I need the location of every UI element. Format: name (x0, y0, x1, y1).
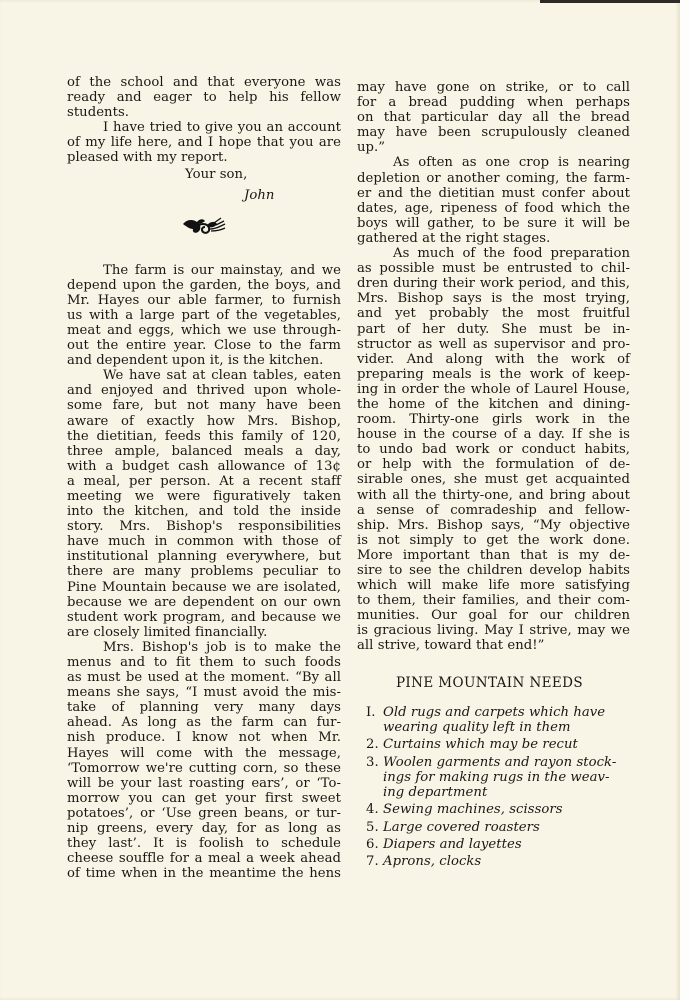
text-line: structor as well as supervisor and pro- (357, 336, 630, 352)
text-line: The farm is our mainstay, and we (103, 262, 341, 278)
text-line: story. Mrs. Bishop's responsibilities (67, 519, 341, 535)
fleuron-ornament-icon (67, 215, 341, 243)
text-line: of time when in the meantime the hens (67, 866, 341, 882)
text-line: with a budget cash allowance of 13¢ (67, 458, 341, 474)
text-line: boys will gather, to be sure it will be (357, 215, 630, 231)
paragraph-farm (67, 263, 341, 369)
text-line: means she says, “I must avoid the mis- (67, 685, 341, 701)
text-line: ing in order the whole of Laurel House, (357, 381, 630, 397)
text-line: institutional planning everywhere, but (67, 549, 341, 565)
letter-ending (67, 75, 341, 120)
text-line: on that particular day all the bread (357, 110, 630, 126)
text-line: er and the dietitian must confer about (357, 185, 630, 201)
needs-item (357, 755, 630, 801)
text-line: and enjoyed and thrived upon whole- (67, 383, 341, 399)
text-line: student work program, and because we (67, 609, 341, 625)
text-line: to undo bad work or conduct habits, (357, 442, 630, 458)
text-line: out the entire year. Close to the farm (67, 338, 341, 354)
text-line: sirable ones, she must get acquainted (357, 472, 630, 488)
text-line: pleased with my report. (67, 150, 228, 166)
text-line: nip greens, every day, for as long as (67, 821, 341, 837)
text-line: dren during their work period, and this, (357, 276, 630, 292)
text-line: three ample, balanced meals a day, (67, 443, 341, 459)
text-line: a meal, per person. At a recent staff (67, 473, 341, 489)
paragraph-crops (357, 155, 630, 246)
needs-item-number: 7. (366, 854, 379, 870)
needs-item-number: 6. (366, 837, 379, 853)
text-line: Mrs. Bishop says is the most trying, (357, 291, 630, 307)
text-line: sire to see the children develop habits (357, 563, 630, 578)
right-column (357, 80, 630, 872)
text-line: More important than that is my de- (357, 547, 630, 563)
text-line: may have gone on strike, or to call (357, 80, 630, 95)
text-line: Pine Mountain because we are isolated, (67, 579, 341, 595)
paragraph-menus-continued (357, 80, 630, 155)
text-line: depend upon the garden, the boys, and (67, 277, 341, 293)
scan-margin (680, 0, 690, 1000)
text-line: Mr. Hayes our able farmer, to furnish (67, 292, 341, 308)
paragraph-food-preparation (357, 246, 630, 654)
text-line: which will make life more satisfying (357, 578, 630, 594)
text-line: the home of the kitchen and dining- (357, 396, 630, 412)
needs-item-text: Large covered roasters (383, 819, 540, 835)
ornament-graphic (181, 215, 227, 237)
needs-item-text: wearing quality left in them (383, 719, 571, 735)
letter-closing (67, 120, 341, 165)
text-line: students. (67, 105, 130, 121)
needs-item (357, 820, 630, 835)
text-line: depletion or another coming, the farm- (357, 170, 630, 186)
needs-item-number: 5. (366, 819, 379, 835)
text-line: take of planning very many days (67, 700, 341, 716)
text-line: they last’. It is foolish to schedule (67, 836, 341, 852)
paragraph-kitchen (67, 368, 341, 640)
text-line: aware of exactly how Mrs. Bishop, (67, 413, 341, 429)
text-line: all strive, toward that end!” (357, 638, 545, 654)
text-line: is gracious living. May I strive, may we (357, 623, 630, 639)
needs-item-number: 4. (366, 802, 379, 818)
text-line: vider. And along with the work of (357, 351, 630, 367)
text-line: meat and eggs, which we use through- (67, 322, 341, 338)
text-line: We have sat at clean tables, eaten (103, 368, 341, 384)
text-line: are closely limited financially. (67, 624, 268, 640)
text-line: or help with the formulation of de- (357, 457, 630, 473)
needs-item-text: ings for making rugs in the weav- (383, 769, 610, 785)
text-line: up.” (357, 140, 386, 156)
text-line: as must be used at the moment. “By all (67, 670, 341, 686)
text-line: nish produce. I know not when Mr. (67, 730, 341, 746)
text-line: dates, age, ripeness of food which the (357, 200, 630, 216)
text-line: the dietitian, feeds this family of 120, (67, 428, 341, 444)
needs-item (357, 737, 630, 752)
needs-item-number: 3. (366, 754, 379, 770)
text-line: have much in common with those of (67, 534, 341, 550)
left-column (67, 75, 341, 881)
text-line: to them, their families, and their com- (357, 593, 630, 609)
text-line: a sense of comradeship and fellow- (357, 502, 630, 518)
text-line: us with a large part of the vegetables, (67, 307, 341, 323)
needs-item-text: Woolen garments and rayon stock- (383, 754, 617, 770)
text-line: munities. Our goal for our children (357, 608, 630, 624)
text-line: room. Thirty-one girls work in the (357, 412, 630, 428)
text-line: into the kitchen, and told the inside (67, 504, 341, 520)
signoff: Your son, (185, 166, 248, 182)
text-line: I have tried to give you an account (103, 120, 341, 136)
needs-item-text: Old rugs and carpets which have (383, 704, 606, 720)
text-line: cheese souffle for a meal a week ahead (67, 851, 341, 867)
text-line: menus and to fit them to such foods (67, 655, 341, 670)
paragraph-menus (67, 640, 341, 882)
needs-item-number: 2. (366, 737, 379, 753)
text-line: gathered at the right stages. (357, 230, 551, 246)
text-line: ahead. As long as the farm can fur- (67, 715, 341, 731)
text-line: of the school and that everyone was (67, 75, 341, 90)
text-line: with all the thirty-one, and bring about (357, 487, 630, 503)
needs-heading: PINE MOUNTAIN NEEDS (395, 674, 584, 691)
text-line: Mrs. Bishop's job is to make the (103, 639, 341, 655)
needs-list (357, 705, 630, 870)
needs-item (357, 705, 630, 736)
text-line: and yet probably the most fruitful (357, 306, 630, 322)
text-line: potatoes’, or ‘Use green beans, or tur- (67, 805, 341, 821)
text-line: may have been scrupulously cleaned (357, 125, 630, 141)
text-line: there are many problems peculiar to (67, 564, 341, 580)
text-line: because we are dependent on our own (67, 594, 341, 610)
text-line: preparing meals is the work of keep- (357, 366, 630, 382)
needs-item-number: I. (366, 704, 376, 720)
text-line: morrow you can get your first sweet (67, 790, 341, 806)
needs-item-text: ing department (383, 785, 488, 801)
needs-item (357, 854, 630, 869)
text-line: As often as one crop is nearing (393, 155, 630, 171)
needs-item (357, 802, 630, 817)
text-line: some fare, but not many have been (67, 398, 341, 414)
text-line: Hayes will come with the message, (67, 745, 341, 761)
text-line: will be your last roasting ears’, or ‘To- (67, 775, 341, 791)
scan-edge-strip (540, 0, 680, 3)
text-line: as possible must be entrusted to chil- (357, 261, 630, 277)
needs-item-text: Sewing machines, scissors (383, 802, 563, 818)
needs-item-text: Aprons, clocks (383, 854, 482, 870)
text-line: of my life here, and I hope that you are (67, 135, 341, 151)
text-line: is not simply to get the work done. (357, 532, 630, 548)
text-line: and dependent upon it, is the kitchen. (67, 353, 324, 369)
needs-item-text: Diapers and layettes (383, 837, 522, 853)
text-line: ‘Tomorrow we're cutting corn, so these (67, 760, 341, 776)
needs-item (357, 837, 630, 852)
text-line: part of her duty. She must be in- (357, 321, 630, 337)
text-line: As much of the food preparation (393, 246, 630, 262)
needs-item-text: Curtains which may be recut (383, 737, 578, 753)
text-line: meeting we were figuratively taken (67, 488, 341, 504)
signature: John (244, 187, 275, 203)
text-line: ship. Mrs. Bishop says, “My objective (357, 517, 630, 533)
text-line: house in the course of a day. If she is (357, 427, 630, 443)
text-line: ready and eager to help his fellow (67, 90, 341, 106)
text-line: for a bread pudding when perhaps (357, 95, 630, 111)
